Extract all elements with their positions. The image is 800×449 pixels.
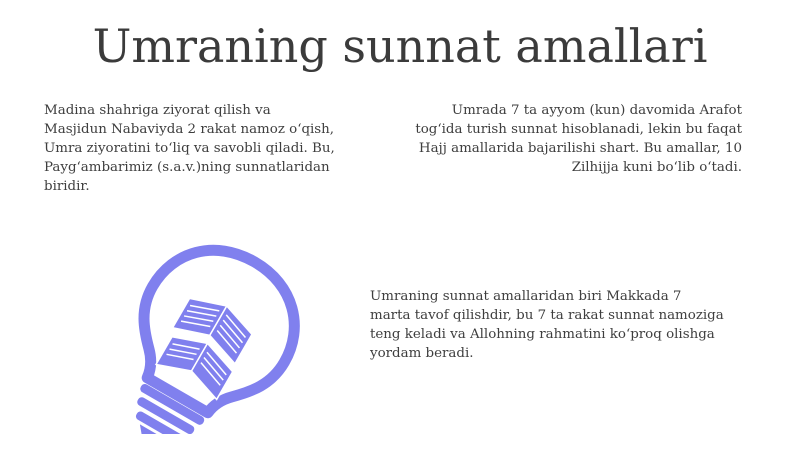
lightbulb-book-icon xyxy=(100,244,320,434)
paragraph-bottom: Umraning sunnat amallaridan biri Makkada 7 marta tavof qilishdir, bu 7 ta rakat sunnat namoziga teng keladi va Allohning rahmatini ko‘proq olishga yordam beradi. xyxy=(370,289,724,361)
slide-title: Umraning sunnat amallari xyxy=(92,19,708,73)
paragraph-left: Madina shahriga ziyorat qilish va Masjidun Nabaviyda 2 rakat namoz o‘qish, Umra ziyoratini to‘liq va savobli qiladi. Bu, Payg‘ambarimiz (s.a.v.)ning sunnatlaridan biridir. xyxy=(44,103,335,194)
paragraph-right: Umrada 7 ta ayyom (kun) davomida Arafot tog‘ida turish sunnat hisoblanadi, lekin bu faqat Hajj amallarida bajarilishi shart. Bu amallar, 10 Zilhijja kuni bo‘lib o‘tadi. xyxy=(415,103,742,175)
